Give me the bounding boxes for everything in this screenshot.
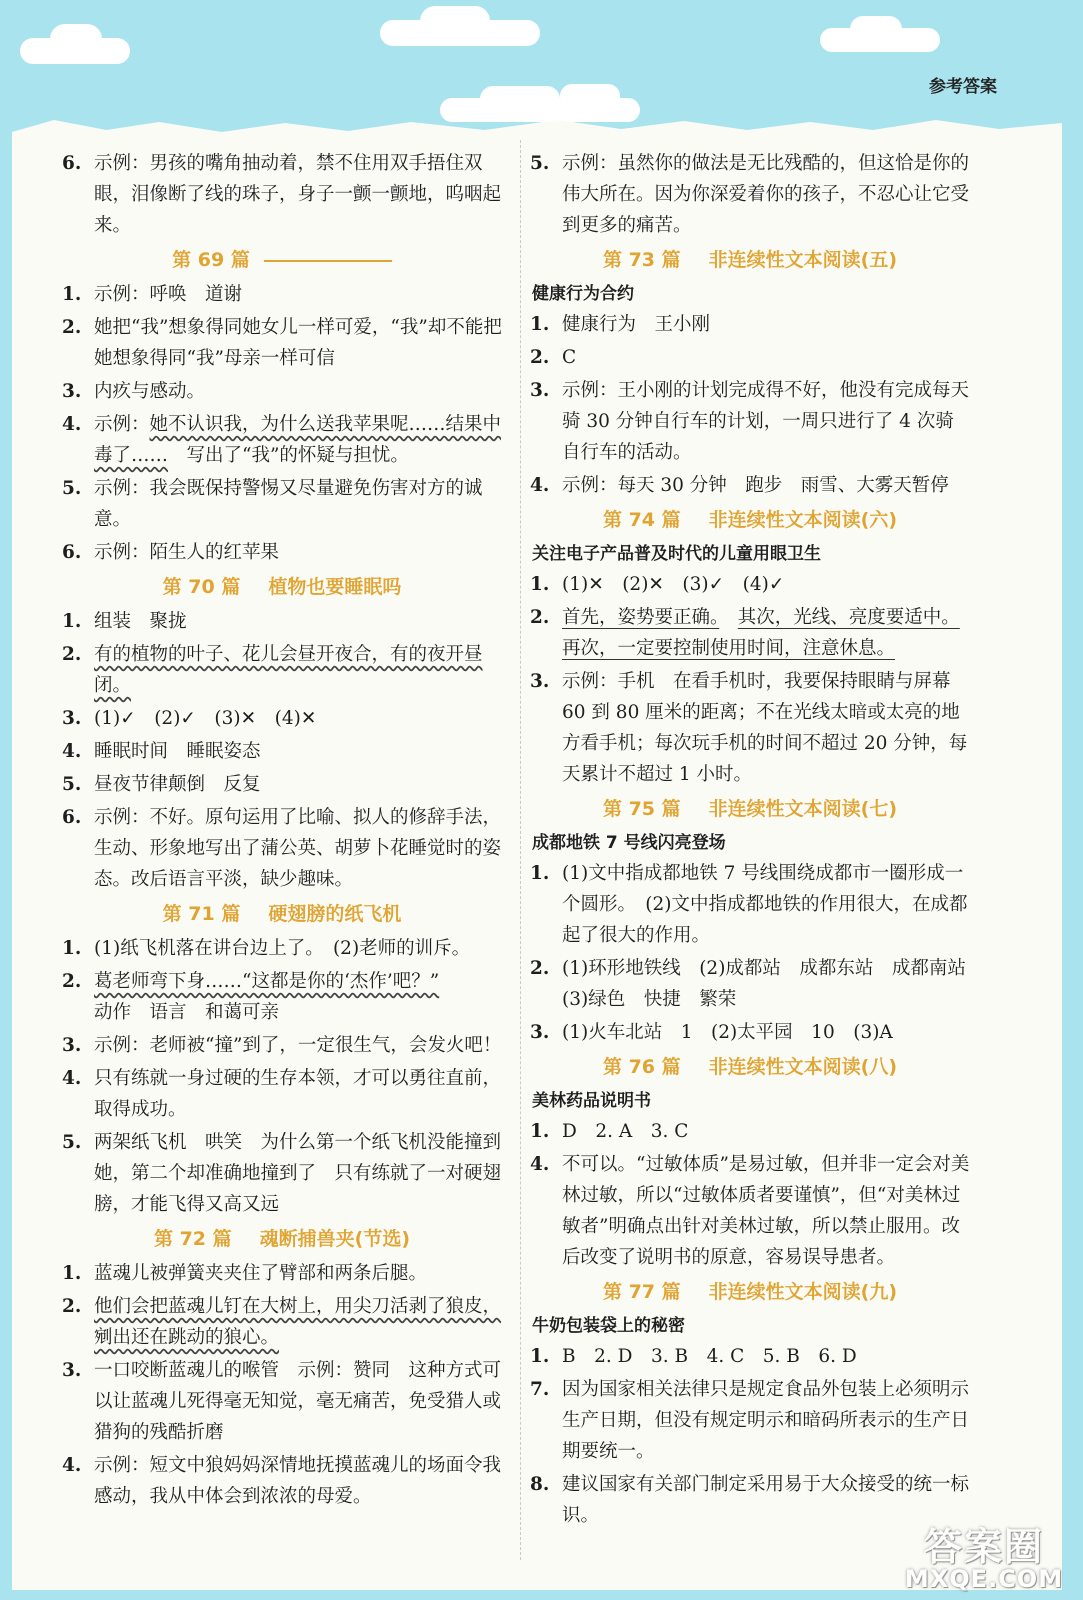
- blank-line: [264, 260, 392, 262]
- answer-item: 1. 示例：呼唤 道谢: [62, 284, 243, 305]
- answer-item: 4. 示例：每天 30 分钟 跑步 雨雪、大雾天暂停: [530, 475, 949, 496]
- answer-item: 1. 健康行为 王小刚: [530, 314, 711, 335]
- watermark-logo-text: 答案圈: [923, 1525, 1044, 1569]
- section-topic: 牛奶包装袋上的秘密: [532, 1316, 685, 1336]
- answer-item: 3. 示例：老师被“撞”到了，一定很生气，会发火吧！: [62, 1035, 502, 1056]
- right-column: [530, 148, 985, 1533]
- answer-item: 6. 示例：男孩的嘴角抽动着，禁不住用双手捂住双眼，泪像断了线的珠子，身子一颤一颤地，呜咽起来。: [62, 153, 502, 236]
- answer-item: 5. 昼夜节律颠倒 反复: [62, 774, 261, 795]
- answer-item: 2. 她把“我”想象得同她女儿一样可爱，“我”却不能把她想象得同“我”母亲一样可信: [62, 317, 502, 369]
- answer-item: 3. (1)火车北站 1 (2)太平园 10 (3)A: [530, 1022, 893, 1043]
- section-title: 第 71 篇 硬翅膀的纸飞机: [162, 903, 402, 925]
- section-title: 第 72 篇 魂断捕兽夹(节选): [153, 1228, 411, 1250]
- answer-item: 2. 他们会把蓝魂儿钉在大树上，用尖刀活剥了狼皮，剜出还在跳动的狼心。: [62, 1296, 502, 1348]
- answer-item: 1. 蓝魂儿被弹簧夹夹住了臂部和两条后腿。: [62, 1263, 428, 1284]
- section-title: 第 73 篇 非连续性文本阅读(五): [602, 249, 898, 271]
- answer-item: 3. 一口咬断蓝魂儿的喉管 示例：赞同 这种方式可以让蓝魂儿死得毫无知觉，毫无痛苦，免受猎人或猎狗的残酷折磨: [62, 1360, 502, 1443]
- watermark-logo: [899, 1516, 1069, 1592]
- answer-item: 1. B 2. D 3. B 4. C 5. B 6. D: [530, 1346, 857, 1367]
- section-topic: 健康行为合约: [532, 284, 634, 304]
- watermark-url: MXQE.COM: [904, 1565, 1064, 1593]
- answer-item: 5. 两架纸飞机 哄笑 为什么第一个纸飞机没能撞到她，第二个却准确地撞到了 只有练就了一对硬翅膀，才能飞得又高又远: [62, 1132, 502, 1215]
- answer-item: 1. (1)✕ (2)✕ (3)✓ (4)✓: [530, 574, 785, 595]
- answer-item: 7. 因为国家相关法律只是规定食品外包装上必须明示生产日期，但没有规定明示和暗码所表示的生产日期要统一。: [530, 1379, 970, 1462]
- answer-item: 3. 示例：王小刚的计划完成得不好，他没有完成每天骑 30 分钟自行车的计划，一周只进行了 4 次骑自行车的活动。: [530, 380, 970, 463]
- answer-item: 1. (1)纸飞机落在讲台边上了。 (2)老师的训斥。: [62, 938, 471, 959]
- answer-item: 5. 示例：虽然你的做法是无比残酷的，但这恰是你的伟大所在。因为你深爱着你的孩子，不忍心让它受到更多的痛苦。: [530, 153, 970, 236]
- answer-item: 2. 有的植物的叶子、花儿会昼开夜合，有的夜开昼闭。: [62, 644, 483, 696]
- answer-item: 5. 示例：我会既保持警惕又尽量避免伤害对方的诚意。: [62, 478, 483, 530]
- answer-item: 4. 示例：她不认识我，为什么送我苹果呢……结果中毒了…… 写出了“我”的怀疑与担忧。: [62, 414, 502, 466]
- section-title: 第 70 篇 植物也要睡眠吗: [162, 576, 402, 598]
- section-topic: 关注电子产品普及时代的儿童用眼卫生: [532, 544, 821, 564]
- section-title: 第 77 篇 非连续性文本阅读(九): [602, 1281, 898, 1303]
- answer-item: 6. 示例：陌生人的红苹果: [62, 542, 280, 563]
- section-title: 第 75 篇 非连续性文本阅读(七): [602, 798, 898, 820]
- answer-item: 4. 睡眠时间 睡眠姿态: [62, 741, 261, 762]
- section-title: 第 69 篇: [62, 243, 502, 277]
- answer-item: 4. 不可以。“过敏体质”是易过敏，但并非一定会对美林过敏，所以“过敏体质者要谨慎”，但“对美林过敏者”明确点出针对美林过敏，所以禁止服用。改后改变了说明书的原意，容易误导患者。: [530, 1154, 970, 1268]
- section-title: 第 76 篇 非连续性文本阅读(八): [602, 1056, 898, 1078]
- answer-item: 2. 首先，姿势要正确。 其次，光线、亮度要适中。 再次，一定要控制使用时间，注意休息。: [530, 607, 960, 659]
- left-column: [62, 148, 502, 1514]
- answer-item: 4. 示例：短文中狼妈妈深情地抚摸蓝魂儿的场面令我感动，我从中体会到浓浓的母爱。: [62, 1455, 502, 1507]
- answer-item: 8. 建议国家有关部门制定采用易于大众接受的统一标识。: [530, 1474, 970, 1526]
- answer-item: 1. (1)文中指成都地铁 7 号线围绕成都市一圈形成一个圆形。 (2)文中指成都地铁的作用很大，在成都起了很大的作用。: [530, 863, 968, 946]
- answer-item: 3. 示例：手机 在看手机时，我要保持眼睛与屏幕 60 到 80 厘米的距离；不在光线太暗或太亮的地方看手机；每次玩手机的时间不超过 20 分钟，每天累计不超过 1 小时。: [530, 671, 968, 785]
- answer-item: 2. C: [530, 347, 577, 368]
- page-header-title: 参考答案: [929, 77, 997, 97]
- section-topic: 美林药品说明书: [532, 1091, 651, 1111]
- answer-item: 4. 只有练就一身过硬的生存本领，才可以勇往直前，取得成功。: [62, 1068, 502, 1120]
- answer-item: 1. D 2. A 3. C: [530, 1121, 689, 1142]
- answer-item: 2. 葛老师弯下身……“这都是你的‘杰作’吧？” 动作 语言 和蔼可亲: [62, 971, 440, 1023]
- column-divider: [520, 140, 522, 1560]
- answer-item: 3. 内疚与感动。: [62, 381, 206, 402]
- answer-item: 3. (1)✓ (2)✓ (3)✕ (4)✕: [62, 708, 317, 729]
- section-topic: 成都地铁 7 号线闪亮登场: [532, 833, 726, 853]
- section-title: 第 74 篇 非连续性文本阅读(六): [602, 509, 898, 531]
- answer-item: 2. (1)环形地铁线 (2)成都站 成都东站 成都南站 (3)绿色 快捷 繁荣: [530, 958, 985, 1010]
- answer-item: 1. 组装 聚拢: [62, 611, 187, 632]
- answer-item: 6. 示例：不好。原句运用了比喻、拟人的修辞手法，生动、形象地写出了蒲公英、胡萝卜花睡觉时的姿态。改后语言平淡，缺少趣味。: [62, 807, 502, 890]
